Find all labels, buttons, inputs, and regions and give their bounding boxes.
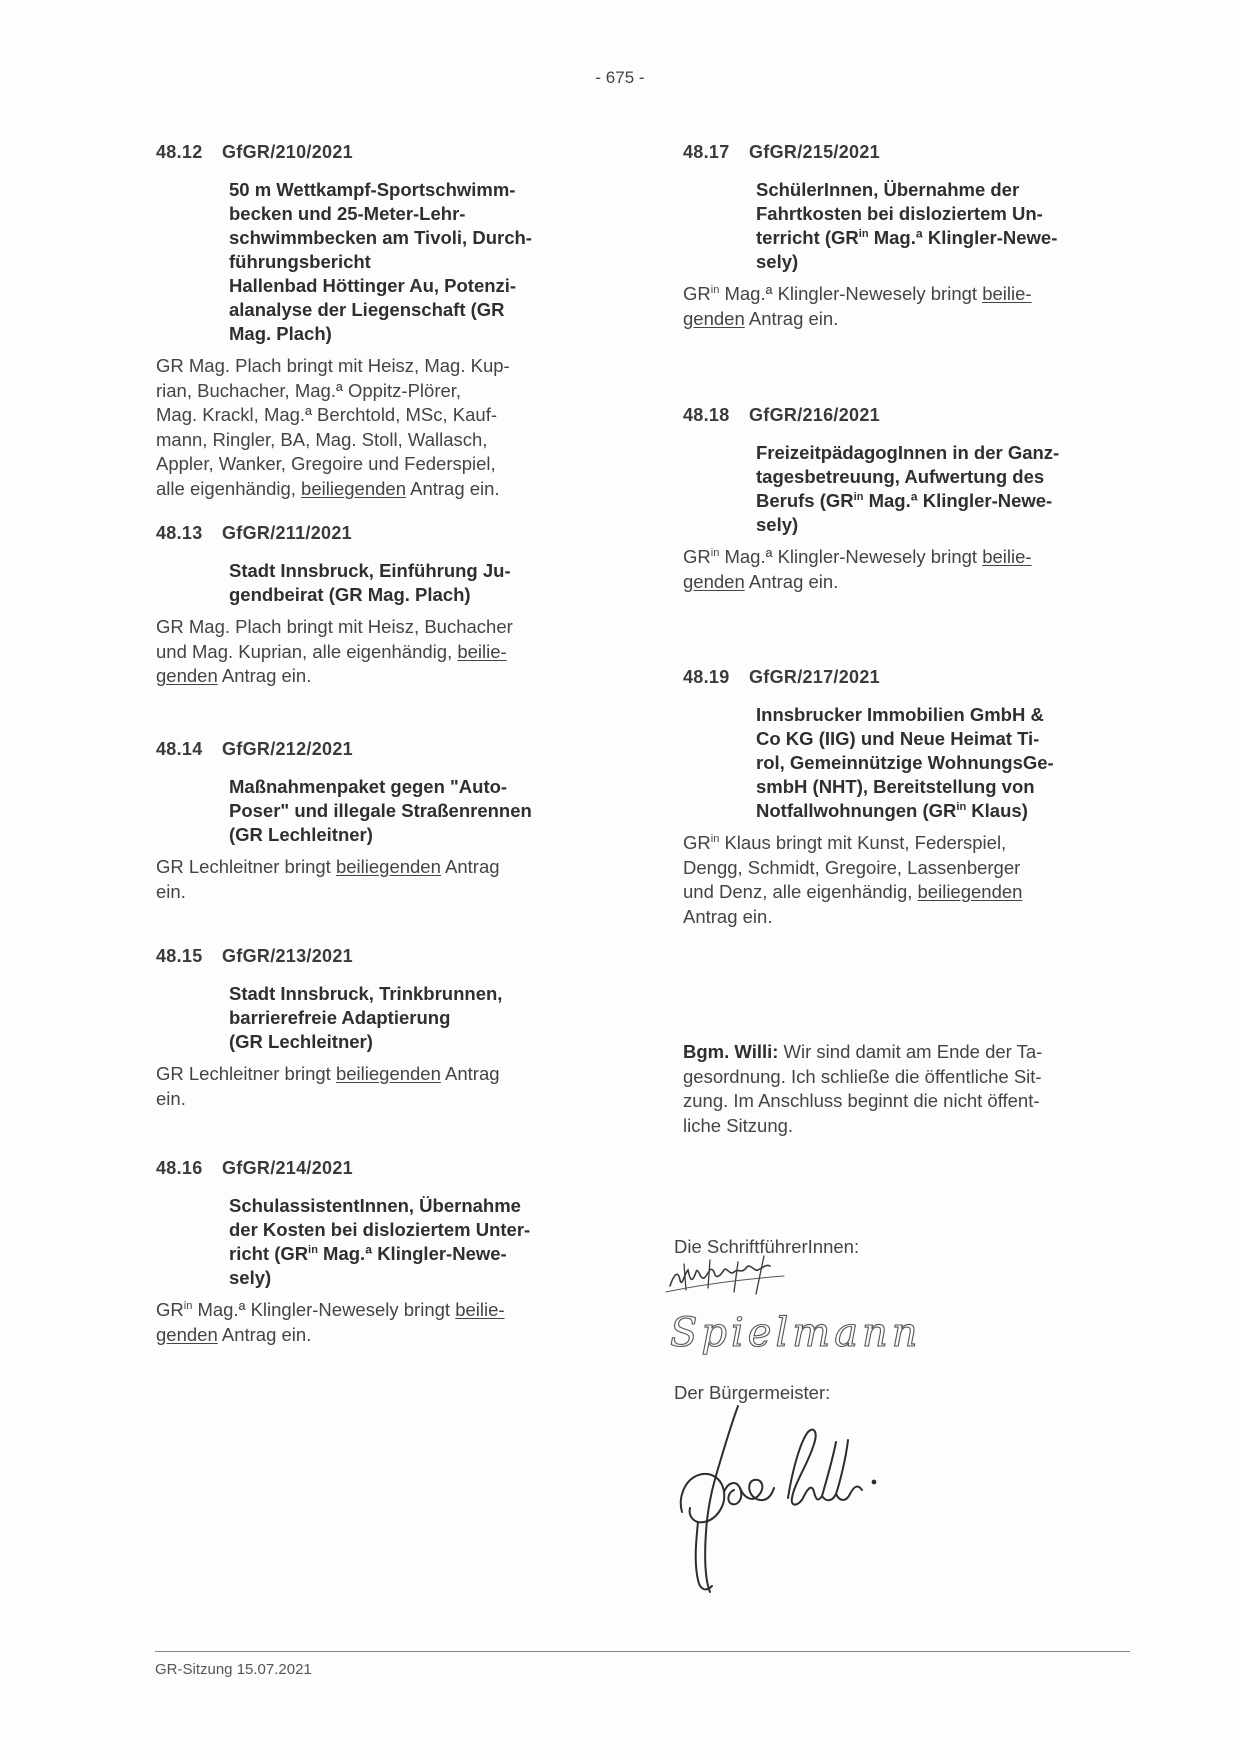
text-span: Mag.ª Klingler-Newesely bringt [192, 1299, 456, 1320]
item-text [156, 615, 606, 689]
clerk-signature-text: Spielmann [670, 1310, 922, 1356]
text-span: Wir sind damit am Ende der Ta- [778, 1041, 1043, 1062]
attachment-link: beilie- [982, 546, 1032, 567]
title-line: barrierefreie Adaptierung [229, 1007, 451, 1028]
clerk-signature-2 [666, 1302, 946, 1362]
text-line [683, 282, 1133, 307]
item-reference: GfGR/215/2021 [749, 142, 880, 162]
text-span: GR [683, 283, 711, 304]
text-span: alle eigenhändig, [156, 477, 302, 499]
footer-rule [155, 1651, 1130, 1652]
text-span: terricht (GR [756, 227, 859, 248]
text-line [683, 831, 1133, 856]
attachment-link: genden [156, 1323, 218, 1345]
text-line: Mag. Krackl, Mag.ª Berchtold, MSc, Kauf- [156, 404, 497, 425]
item-title [229, 982, 606, 1054]
text-line: mann, Ringler, BA, Mag. Stoll, Wallasch, [156, 428, 488, 450]
page-number: - 675 - [595, 68, 645, 87]
text-line [683, 307, 1133, 332]
item-number: 48.15 [156, 946, 203, 966]
superscript: in [710, 832, 720, 845]
text-line: ein. [156, 880, 186, 902]
title-line: Stadt Innsbruck, Trinkbrunnen, [229, 983, 503, 1004]
text-span: Antrag ein. [744, 307, 839, 329]
clerk-signature-1 [664, 1250, 814, 1302]
title-line: sely) [756, 251, 799, 272]
text-line: Dengg, Schmidt, Gregoire, Lassenberger [683, 856, 1021, 878]
item-text [683, 831, 1133, 929]
superscript: in [183, 1299, 193, 1312]
left-column [156, 140, 606, 1347]
text-line: gesordnung. Ich schließe die öffentliche Sit- [683, 1065, 1042, 1087]
item-reference: GfGR/213/2021 [222, 946, 353, 966]
title-line: Poser" und illegale Straßenrennen [229, 800, 532, 821]
text-span: Antrag [440, 1063, 500, 1084]
text-span: GR [156, 1299, 184, 1320]
title-line: SchülerInnen, Übernahme der [756, 179, 1020, 200]
text-line [683, 880, 1133, 905]
title-line: Mag. Plach) [229, 323, 332, 344]
attachment-link: beiliegenden [917, 881, 1023, 902]
text-line: liche Sitzung. [683, 1114, 794, 1136]
text-span: Mag.ª Klingler-Newe- [317, 1243, 507, 1264]
superscript: in [858, 227, 869, 240]
superscript: in [956, 800, 967, 813]
mayor-label: Der Bürgermeister: [674, 1382, 831, 1403]
title-line: (GR Lechleitner) [229, 1031, 373, 1052]
item-reference: GfGR/217/2021 [749, 667, 880, 687]
agenda-item-48-19 [683, 665, 1133, 929]
text-line [156, 1323, 606, 1348]
text-span: Antrag [440, 856, 500, 877]
text-span: Mag.ª Klingler-Newe- [868, 227, 1058, 248]
item-number: 48.17 [683, 142, 730, 162]
text-line [156, 640, 606, 665]
text-span: Antrag ein. [405, 477, 500, 499]
text-span: GR Lechleitner bringt [156, 856, 336, 877]
title-line: führungsbericht [229, 251, 371, 272]
item-heading [156, 140, 606, 164]
text-line: zung. Im Anschluss beginnt die nicht öffent- [683, 1090, 1040, 1111]
title-line: SchulassistentInnen, Übernahme [229, 1195, 521, 1216]
text-line [683, 1040, 1133, 1065]
mayor-signature [676, 1402, 936, 1602]
text-line: GR Mag. Plach bringt mit Heisz, Buchacher [156, 616, 513, 637]
item-number: 48.16 [156, 1158, 203, 1178]
item-heading [683, 665, 1133, 689]
title-line [756, 799, 1133, 823]
item-text [683, 545, 1133, 594]
text-span: Klaus bringt mit Kunst, Federspiel, [719, 832, 1007, 853]
title-line: becken und 25-Meter-Lehr- [229, 203, 466, 224]
title-line: sely) [756, 514, 799, 535]
text-span: Mag.ª Klingler-Newesely bringt [719, 546, 983, 567]
agenda-item-48-14 [156, 737, 606, 944]
clerks-label: Die SchriftführerInnen: [674, 1236, 860, 1257]
item-text [156, 1062, 606, 1111]
text-span: und Mag. Kuprian, alle eigenhändig, [156, 640, 458, 662]
agenda-item-48-17 [683, 140, 1133, 403]
title-line: rol, Gemeinnützige WohnungsGe- [756, 752, 1054, 773]
item-title [229, 178, 606, 346]
item-title [229, 559, 606, 607]
attachment-link: genden [683, 570, 745, 592]
attachment-link: beiliegenden [335, 1063, 441, 1084]
agenda-item-48-13 [156, 521, 606, 737]
item-reference: GfGR/212/2021 [222, 739, 353, 759]
item-text [683, 282, 1133, 331]
item-reference: GfGR/211/2021 [222, 523, 352, 543]
text-span: GR [683, 546, 711, 567]
text-line [156, 1298, 606, 1323]
title-line: gendbeirat (GR Mag. Plach) [229, 584, 471, 605]
text-span: GR Lechleitner bringt [156, 1063, 336, 1084]
title-line: schwimmbecken am Tivoli, Durch- [229, 227, 532, 248]
agenda-item-48-18 [683, 403, 1133, 665]
text-span: Klaus) [966, 800, 1028, 821]
text-line: Appler, Wanker, Gregoire und Federspiel, [156, 453, 496, 474]
text-span: Mag.ª Klingler-Newe- [863, 490, 1053, 511]
title-line [229, 1242, 606, 1266]
text-line: GR Mag. Plach bringt mit Heisz, Mag. Kup- [156, 355, 510, 376]
text-line [156, 664, 606, 689]
speaker-name: Bgm. Willi: [683, 1041, 779, 1062]
item-heading [156, 944, 606, 968]
superscript: in [710, 283, 720, 296]
item-heading [156, 1156, 606, 1180]
text-line [156, 477, 606, 502]
title-line: Hallenbad Höttinger Au, Potenzi- [229, 275, 517, 296]
item-number: 48.12 [156, 142, 203, 162]
title-line: sely) [229, 1267, 272, 1288]
superscript: in [853, 490, 864, 503]
item-title [756, 703, 1133, 823]
text-line [156, 855, 606, 880]
item-heading [156, 521, 606, 545]
item-heading [156, 737, 606, 761]
item-title [756, 441, 1133, 537]
agenda-item-48-12 [156, 140, 606, 521]
item-number: 48.19 [683, 667, 730, 687]
item-title [756, 178, 1133, 274]
item-heading [683, 140, 1133, 164]
superscript: in [308, 1243, 318, 1256]
text-span: Antrag ein. [744, 570, 839, 592]
item-number: 48.18 [683, 405, 730, 425]
footer-text: GR-Sitzung 15.07.2021 [155, 1661, 312, 1678]
item-reference: GfGR/216/2021 [749, 405, 880, 425]
text-span: und Denz, alle eigenhändig, [683, 881, 918, 902]
attachment-link: genden [683, 307, 745, 329]
item-reference: GfGR/210/2021 [222, 142, 353, 162]
text-span: richt (GR [229, 1243, 309, 1264]
attachment-link: genden [156, 665, 218, 686]
item-title [229, 775, 606, 847]
superscript: in [710, 546, 720, 559]
title-line [756, 489, 1133, 513]
title-line: alanalyse der Liegenschaft (GR [229, 299, 505, 320]
text-line: rian, Buchacher, Mag.ª Oppitz-Plörer, [156, 379, 462, 401]
agenda-item-48-15 [156, 944, 606, 1156]
title-line [756, 226, 1133, 250]
text-line [156, 1062, 606, 1087]
item-heading [683, 403, 1133, 427]
title-line: Co KG (IIG) und Neue Heimat Ti- [756, 728, 1040, 749]
item-title [229, 1194, 606, 1290]
attachment-link: beiliegenden [335, 856, 441, 877]
text-line: ein. [156, 1087, 186, 1109]
title-line: tagesbetreuung, Aufwertung des [756, 466, 1045, 487]
item-number: 48.14 [156, 739, 203, 759]
text-span: Antrag ein. [217, 665, 312, 686]
text-span: Antrag ein. [217, 1323, 312, 1345]
attachment-link: beilie- [455, 1299, 505, 1320]
closing-statement [683, 1040, 1133, 1138]
title-line: 50 m Wettkampf-Sportschwimm- [229, 179, 516, 200]
attachment-link: beiliegenden [301, 477, 406, 499]
text-line [683, 545, 1133, 570]
agenda-item-48-16 [156, 1156, 606, 1347]
title-line: (GR Lechleitner) [229, 824, 373, 845]
title-line: FreizeitpädagogInnen in der Ganz- [756, 442, 1060, 463]
item-text [156, 354, 606, 501]
attachment-link: beilie- [982, 283, 1032, 304]
text-span: Berufs (GR [756, 490, 854, 511]
text-line [683, 570, 1133, 595]
attachment-link: beilie- [457, 640, 507, 662]
title-line: Innsbrucker Immobilien GmbH & [756, 704, 1044, 725]
text-span: Mag.ª Klingler-Newesely bringt [719, 283, 983, 304]
item-text [156, 855, 606, 904]
title-line: Fahrtkosten bei disloziertem Un- [756, 203, 1043, 224]
title-line: Stadt Innsbruck, Einführung Ju- [229, 560, 511, 581]
text-span: GR [683, 832, 711, 853]
text-span: Notfallwohnungen (GR [756, 800, 957, 821]
item-number: 48.13 [156, 523, 203, 543]
item-reference: GfGR/214/2021 [222, 1158, 353, 1178]
text-line: Antrag ein. [683, 905, 773, 927]
title-line: smbH (NHT), Bereitstellung von [756, 776, 1035, 797]
item-text [156, 1298, 606, 1347]
right-column [683, 140, 1133, 1136]
title-line: Maßnahmenpaket gegen "Auto- [229, 776, 508, 797]
title-line: der Kosten bei disloziertem Unter- [229, 1219, 531, 1240]
